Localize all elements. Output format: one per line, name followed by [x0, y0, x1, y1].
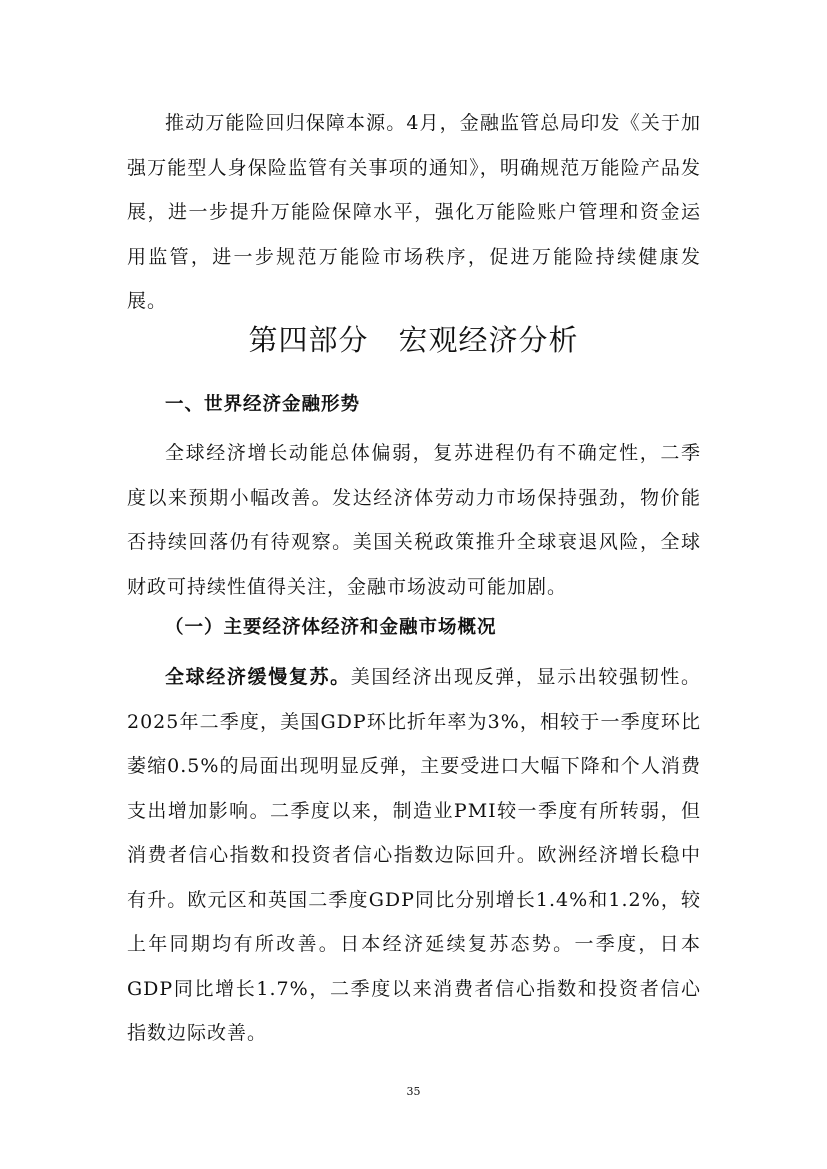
- section-paragraph: 全球经济增长动能总体偏弱，复苏进程仍有不确定性，二季度以来预期小幅改善。发达经济体劳动力市场保持强劲，物价能否持续回落仍有待观察。美国关税政策推升全球衰退风险，全球财政可持续性值得关注，金融市场波动可能加剧。: [127, 442, 701, 598]
- subsection-paragraph-block: [127, 655, 701, 1056]
- section-heading: 一、世界经济金融形势: [165, 394, 361, 415]
- subsection-heading: （一）主要经济体经济和金融市场概况: [165, 617, 497, 638]
- page-number: 35: [406, 1085, 421, 1098]
- subsection-paragraph: 美国经济出现反弹，显示出较强韧性。2025年二季度，美国GDP环比折年率为3%，相较于一季度环比萎缩0.5%的局面出现明显反弹，主要受进口大幅下降和个人消费支出增加影响。二季度以来，制造业PMI较一季度有所转弱，但消费者信心指数和投资者信心指数边际回升。欧洲经济增长稳中有升。欧元区和英国二季度GDP同比分别增长1.4%和1.2%，较上年同期均有所改善。日本经济延续复苏态势。一季度，日本GDP同比增长1.7%，二季度以来消费者信心指数和投资者信心指数边际改善。: [127, 666, 701, 1044]
- intro-paragraph: 推动万能险回归保障本源。4月，金融监管总局印发《关于加强万能型人身保险监管有关事项的通知》，明确规范万能险产品发展，进一步提升万能险保障水平，强化万能险账户管理和资金运用监管，进一步规范万能险市场秩序，促进万能险持续健康发展。: [127, 112, 701, 312]
- chapter-title: 第四部分 宏观经济分析: [248, 323, 579, 357]
- subsection-lead: 全球经济缓慢复苏。: [165, 666, 351, 688]
